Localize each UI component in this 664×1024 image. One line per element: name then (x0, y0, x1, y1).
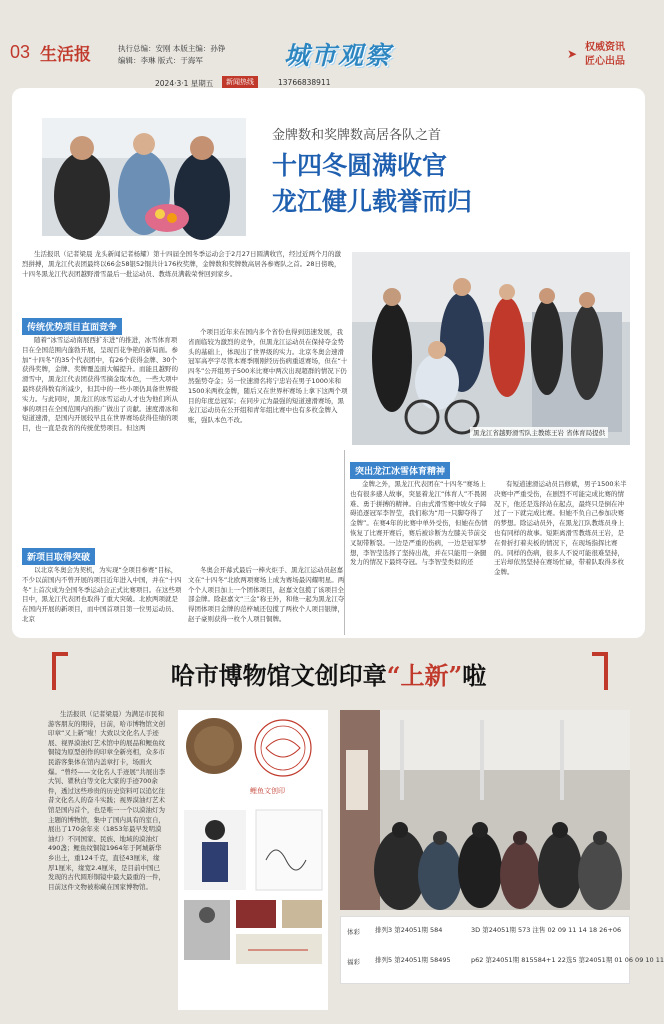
museum-headline-part-2: 文创印章 (290, 661, 387, 690)
lottery-row-1-left: 排列3 第24051期 584 (375, 926, 443, 934)
slogan (585, 41, 625, 69)
slogan-line-1: 权威资讯 (585, 42, 625, 53)
article-column-b: 个项目近年来在国内多个省份也得到迅速发展，我省面临较为激烈的竞争，但黑龙江运动员在保持夺金势头的基础上，体现出了世界级的实力。北京冬奥会速滑冠军高亭宇尽管本赛季刚刚经历伤病重返赛场，但在“十四冬”公开组男子500米比赛中两次出现超群的情况下仍然强势夺金；另一位速滑名将宁忠岩在男子1000米和1500米两枚金牌，随后又在世界杯赛场上拿下这两个项目的年度总冠军；在同步元为最强的短道速滑赛场，黑龙江运动员在公开组和青年组比赛中也有多枚金牌入账，强队本色不改。 (188, 328, 348, 425)
editors-info (118, 43, 225, 67)
article-column-f: 有短道速滑运动员吕修斌，男子1500米半决赛中严重受伤，在剧烈不可能完成比赛的情况下，他还是选择站在起点，最终只是倒在冲过了一下就完成比赛。但她不负自己参加决赛的梦想。除运动员外，在黑龙江队教练员身上也有同样的故事。短距离滑雪教练员王岩，是在骨折打着夹板的情况下，在现场指挥比赛的。同样的伤病，很多人不说可能很难坚持，王岩却依然坚持在赛场忙碌，带着队取得多枚金牌。 (494, 480, 627, 577)
museum-hall-photo (340, 710, 630, 910)
editors-line-1: 执行总编：安刚 本版主编：孙铮 (118, 44, 226, 53)
subhead-spirit: 突出龙江冰雪体育精神 (350, 462, 450, 479)
arrow-icon: ➤ (567, 47, 578, 61)
museum-headline-part-1: 哈市博物馆 (170, 661, 291, 690)
athletes-photo (42, 118, 246, 236)
lottery-row-1-right: 3D 第24051期 573 注售 02 09 11 14 18 26+06 (471, 926, 622, 934)
paper-name: 生活报 (40, 45, 91, 65)
lottery-row-2-right: p62 第24051期 815584+1 22选5 第24051期 01 06 09 10 11 (471, 956, 664, 964)
museum-headline-part-4: 啦 (462, 661, 487, 690)
subhead-traditional: 传统优势项目直面竞争 (22, 318, 122, 335)
section-title: 城市观察 (284, 41, 393, 70)
museum-article: 生活报讯（记者梁晨）为满足市民和游客朋友的期待，日前，哈市博物馆文创印章“又上新”啦！大致以文化名人手迹展、视界漠油灯艺术馆中的展品和鲤鱼纹铜镜为原型创作的印章全新亮相，众多市民游客集体在馆内盖章打卡，场面火爆。“曾经——文化名人手迹展”共展出李大钊、瞿秋白等文化大家的手迹700余件，透过这些珍贵的历史资料可以追忆往昔文化名人的奋斗实践；视界漠油灯艺术馆是国内首个，也是唯一一个以漠油灯为主题的博物馆，集中了国内具有的室自，展出了170余年来（1853年最早发明漠油灯）不同国家、民族、地域的漠油灯490盏；鲤鱼纹铜镜1964年于阿城新华乡出土，重124千克，直径43厘米，缘厚1厘米，缘宽2.4厘米，是目前中国已发现的古代圆形铜镜中最大最重的一件，目前这件文物被称藏在国家博物馆。 (48, 710, 166, 891)
article-column-a: 随着“冰雪运动南展西扩东进”的推进，冰雪体育项目在全国范围内蓬勃开展，呈现百花争艳的新局面。参加“十四冬”的35个代表团中，有26个获得金牌、30个获得奖牌，金牌、奖牌覆盖面大幅提升。而能且越野的滑雪中，黑龙江代表团获得雪摘金取本色，一些大项中最终获得数有所减少，但其中的一些小项仍具备世界级实力。与此同时，黑龙江的冰雪运动人才也为他们所从事的项目在全国范围内的推广做出了贡献。速度滑冰和短道速滑，是国内开展较早且在世界赛场获得佳绩的项目，也一直是我省的传统优势项目。但这两 (22, 336, 178, 433)
museum-headline-part-3: “上新” (386, 661, 463, 690)
museum-headline (0, 656, 657, 691)
headline-line-1: 十四冬圆满收官 (272, 151, 448, 180)
lead-paragraph: 生活报讯（记者梁晨 龙头新闻记者杨耀）第十四届全国冬季运动会于2月27日圆满收官，经过近两个月的激烈拼搏，黑龙江代表团最终以66金58银52铜共计176枚奖牌，金牌数和奖牌数高居各参赛队之首。28日傍晚，十四冬黑龙江代表团越野滑雪最后一批运动员、教练员满载荣誉回到家乡。 (22, 250, 341, 278)
arrival-photo (352, 252, 630, 445)
lottery-label-sports: 体彩 (347, 928, 360, 936)
editors-line-2: 编辑：李琳 版式：于海军 (118, 56, 203, 65)
stamp-artwork (178, 710, 328, 1010)
feature-kicker: 金牌数和奖牌数高居各队之首 (272, 128, 442, 143)
slogan-line-2: 匠心出品 (585, 56, 625, 67)
lottery-row-2-left: 排列5 第24051期 58495 (375, 956, 451, 964)
issue-date: 2024·3·1 星期五 (155, 79, 214, 88)
masthead (0, 0, 657, 88)
headline-line-2: 龙江健儿载誉而归 (272, 187, 473, 216)
photo-caption: 黑龙江省越野滑雪队主教练王岩 省体育局提供 (470, 427, 608, 438)
lottery-results (340, 916, 664, 984)
subhead-new-events: 新项目取得突破 (22, 548, 95, 565)
page-number: 03 (10, 42, 31, 62)
hotline-number: 13766838911 (278, 78, 331, 87)
article-column-e: 金牌之外，黑龙江代表团在“十四冬”赛场上也有很多感人故事，突显着龙江“体育人”不畏困难、勇于拼搏的精神。自由式滑雪赛中坡女子障碍追逐冠军李智莹，我们称为“用一只脚夺得了金牌”。在赛4年的比赛中单外受伤，但她在伤情恢复了比赛开赛后，赛后被诊断为左膝关节前交叉韧带断裂。一边是严重的伤病，一边是冠军梦想，李智莹选择了坚持出战，并在只能用一条腿发力的情况下最终夺冠。与李智莹类似的还 (350, 480, 488, 567)
hotline-label: 新闻热线 (222, 76, 258, 88)
article-column-d: 冬奥会开幕式最后一棒火炬手、黑龙江运动员赵嘉文在“十四冬”北欧两项赛场上成为赛场最闪耀明星。两个个人项目加上一个团体项目，赵嘉文包揽了该项目全部金牌。除赵嘉文“三金”称王外，和他一起为黑龙江夺得团体项目金牌的范梓城还包揽了两枚个人项目银牌，赵子豪则获得一枚个人项目铜牌。 (188, 566, 345, 623)
column-divider (344, 450, 345, 635)
stamp-label: 鲤鱼文创印 (250, 787, 285, 795)
feature-headline (272, 148, 472, 220)
lottery-label-welfare: 福彩 (347, 958, 360, 966)
stamp-collage (178, 710, 328, 1010)
article-column-c: 以北京冬奥会为契机，为实现“全项目参赛”目标，不少以前国内不曾开展的项目近年进入中国，并在“十四冬”上首次成为全国冬季运动会正式比赛项目。在这些项目中，黑龙江代表团也取得了重大突破。北欧两项就是在国内开展的新项目，而中国首项目第一位男运动员、北京 (22, 566, 182, 623)
